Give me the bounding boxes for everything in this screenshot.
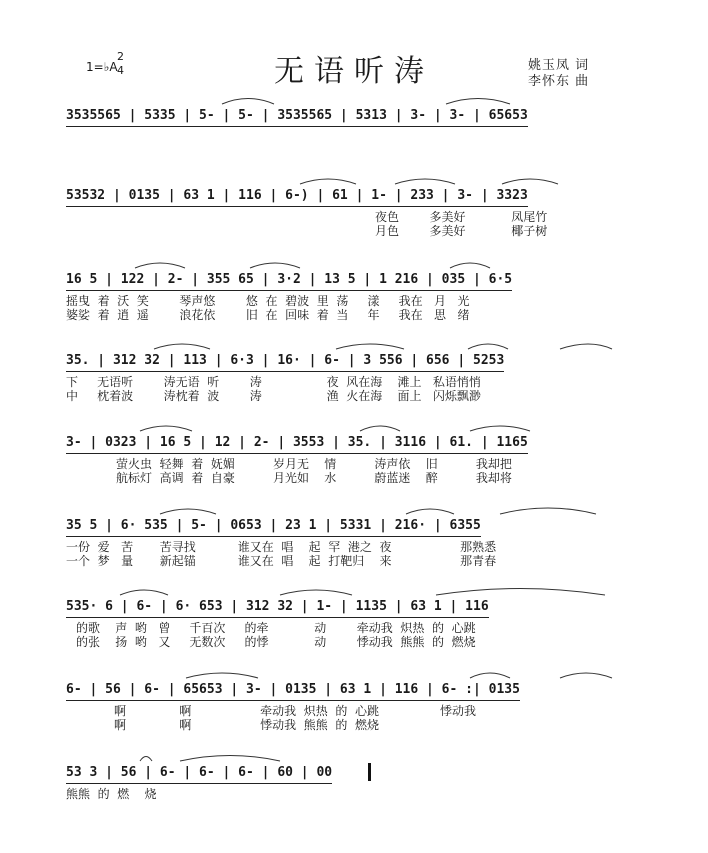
- lyric-verse-2: 中 枕着波 涛枕着 波 涛 渔 火在海 面上 闪烁飘渺: [66, 389, 481, 403]
- slur: [186, 673, 258, 678]
- notes: 35 5 | 6· 535 | 5- | 0653 | 23 1 | 5331 | 216· | 6355: [66, 516, 481, 537]
- lyric-verse-1: 萤火虫 轻舞 着 妩媚 岁月无 情 涛声依 旧 我却把: [116, 457, 512, 471]
- notes: 6- | 56 | 6- | 65653 | 3- | 0135 | 63 1 | 116 | 6- :| 0135: [66, 680, 520, 701]
- slur: [468, 344, 508, 349]
- lyric-verse-2: 的张 扬 哟 又 无数次 的悸 动 悸动我 熊熊 的 燃烧: [76, 635, 476, 649]
- notes: 3535565 | 5335 | 5- | 5- | 3535565 | 5313 | 3- | 3- | 65653: [66, 106, 528, 127]
- lyric-verse-2: 婆娑 着 逍 遥 浪花依 旧 在 回味 着 当 年 我在 思 绪: [66, 308, 470, 322]
- slur: [250, 263, 300, 268]
- lyric-verse-1: 的歌 声 哟 曾 千百次 的牵 动 牵动我 炽热 的 心跳: [76, 621, 476, 635]
- key-signature: 1=♭A: [86, 60, 118, 74]
- notes: 53 3 | 56 | 6- | 6- | 6- | 60 | 00: [66, 763, 332, 784]
- slur: [222, 99, 274, 105]
- slur: [336, 344, 404, 349]
- slur: [280, 590, 352, 595]
- slur: [500, 508, 596, 514]
- slur: [180, 756, 280, 762]
- slur: [395, 179, 455, 184]
- slur: [470, 426, 530, 431]
- notes: 35. | 312 32 | 113 | 6·3 | 16· | 6- | 3 556 | 656 | 5253: [66, 351, 504, 372]
- notes: 535· 6 | 6- | 6· 653 | 312 32 | 1- | 1135 | 63 1 | 116: [66, 597, 489, 618]
- slur: [120, 590, 168, 595]
- lyric-verse-2: 啊 啊 悸动我 熊熊 的 燃烧: [114, 718, 379, 732]
- slur: [502, 179, 558, 184]
- slur: [154, 344, 210, 349]
- slur: [360, 426, 400, 431]
- lyric-verse-1: 熊熊 的 燃 烧: [66, 787, 157, 801]
- notes: 53532 | 0135 | 63 1 | 116 | 6-) | 61 | 1- | 233 | 3- | 3323: [66, 186, 528, 207]
- slur: [140, 426, 192, 431]
- lyric-verse-2: 一个 梦 量 新起锚 谁又在 唱 起 打靶归 来 那青春: [66, 554, 497, 568]
- notes: 3- | 0323 | 16 5 | 12 | 2- | 3553 | 35. | 3116 | 61. | 1165: [66, 433, 528, 454]
- slur: [140, 757, 152, 762]
- slur: [470, 673, 510, 678]
- song-title: 无语听涛: [274, 54, 434, 89]
- lyric-verse-2: 航标灯 高调 着 自豪 月光如 水 蔚蓝迷 醉 我却将: [116, 471, 512, 485]
- slur: [406, 509, 454, 514]
- lyric-verse-1: 下 无语听 涛无语 听 涛 夜 风在海 滩上 私语悄悄: [66, 375, 481, 389]
- lyric-verse-1: 啊 啊 牵动我 炽热 的 心跳 悸动我: [114, 704, 476, 718]
- lyric-verse-1: 摇曳 着 沃 笑 琴声悠 悠 在 碧波 里 荡 漾 我在 月 光: [66, 294, 470, 308]
- slur: [436, 589, 605, 596]
- meter-top: 2: [117, 50, 124, 63]
- lyric-verse-2: 月色 多美好 椰子树: [375, 224, 548, 238]
- slur: [135, 263, 185, 268]
- lyricist-credit: 姚玉凤 词: [528, 58, 590, 73]
- lyric-verse-1: 夜色 多美好 凤尾竹: [375, 210, 548, 224]
- slur: [450, 263, 490, 268]
- composer-credit: 李怀东 曲: [528, 74, 590, 89]
- notes: 16 5 | 122 | 2- | 355 65 | 3·2 | 13 5 | 1 216 | 035 | 6·5: [66, 270, 512, 291]
- slur: [446, 99, 510, 105]
- slur: [560, 344, 612, 349]
- slur: [300, 179, 356, 184]
- lyric-verse-1: 一份 爱 苦 苦寻找 谁又在 唱 起 罕 港之 夜 那熟悉: [66, 540, 497, 554]
- slur: [160, 509, 216, 514]
- slur: [560, 673, 612, 678]
- meter-bottom: 4: [117, 64, 124, 77]
